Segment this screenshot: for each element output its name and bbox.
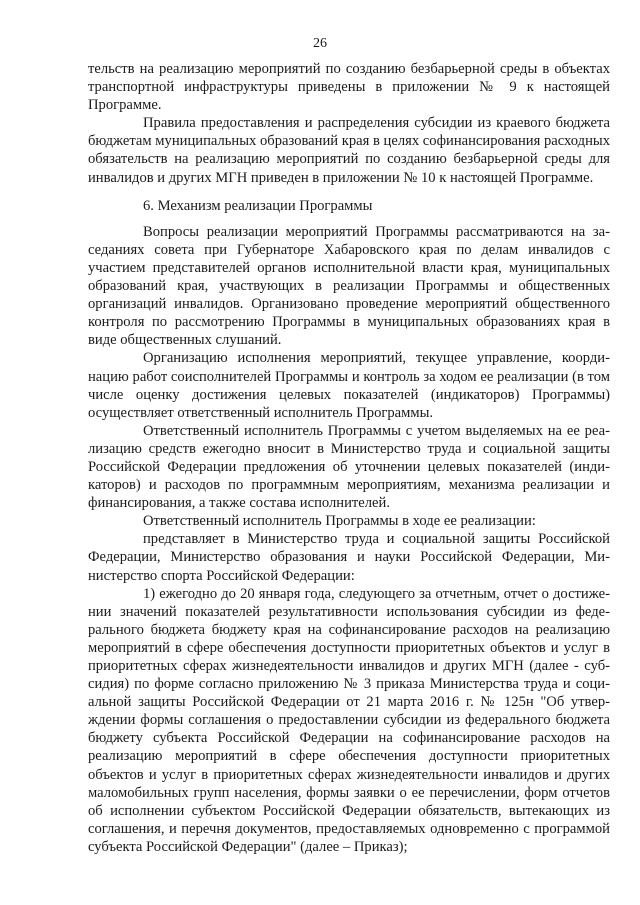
paragraph-executor-duties: Ответственный исполнитель Программы в ходе ее реализации: — [143, 513, 536, 530]
page-number: 26 — [313, 36, 327, 51]
paragraph-organization: Организацию исполнения мероприятий, текущее управление, координацию работ соисполнителей Программы и контроль за ходом ее реализации (в том числе оценку достижения целевых показателей (индикаторов) Программы) осуществляет ответственный исполнитель Программы. — [88, 350, 610, 421]
paragraph-subsidy-rules: Правила предоставления и распределения субсидии из краевого бюджета бюджетам муниципальных образований края в целях софинансирования расходных обязательств на реализацию мероприятий по созданию безбарьерной среды для инвалидов и других МГН приведен в приложении № 10 к настоящей Программе. — [88, 115, 610, 186]
paragraph-responsible-executor: Ответственный исполнитель Программы с учетом выделяемых на ее реализацию средств ежегодно вносит в Министерство труда и социальной защиты Российской Федерации предложения об уточнении целевых показателей (индикаторов) и расходов по программным мероприятиям, механизма реализации и финансирования, а также состава исполнителей. — [88, 422, 610, 512]
paragraph-council-meetings: Вопросы реализации мероприятий Программы рассматриваются на заседаниях совета при Губернаторе Хабаровского края по делам инвалидов с участием представителей органов исполнительной власти края, муниципальных образований края, участвующих в реализации Программы и общественных организаций инвалидов. Организовано проведение мероприятий общественного контроля по рассмотрению Программы в муниципальных образованиях края в виде общественных слушаний. — [88, 223, 610, 349]
document-body — [88, 60, 610, 856]
section-heading: 6. Механизм реализации Программы — [143, 197, 373, 214]
paragraph-continuation: тельств на реализацию мероприятий по созданию безбарьерной среды в объектах транспортной инфраструктуры приведены в приложении № 9 к настоящей Программе. — [88, 61, 610, 114]
paragraph-reports-to-ministries: представляет в Министерство труда и социальной защиты Российской Федерации, Министерство образования и науки Российской Федерации, Министерство спорта Российской Федерации: — [88, 531, 610, 584]
list-item-1: 1) ежегодно до 20 января года, следующего за отчетным, отчет о достижении значений показателей результативности использования субсидии из федерального бюджета бюджету края на софинансирование расходов на реализацию мероприятий в сфере обеспечения доступности приоритетных объектов и услуг в приоритетных сферах жизнедеятельности инвалидов и других МГН (далее - субсидия) по форме согласно приложению № 3 приказа Министерства труда и социальной защиты Российской Федерации от 21 марта 2016 г. № 125н "Об утверждении формы соглашения о предоставлении субсидии из федерального бюджета бюджету субъекта Российской Федерации на софинансирование расходов на реализацию мероприятий в сфере обеспечения доступности приоритетных объектов и услуг в приоритетных сферах жизнедеятельности инвалидов и других маломобильных групп населения, формы заявки о ее перечислении, форм отчетов об исполнении субъектом Российской Федерации обязательств, вытекающих из соглашения, и перечня документов, предоставляемых одновременно с программой субъекта Российской Федерации" (далее – Приказ); — [88, 585, 610, 855]
